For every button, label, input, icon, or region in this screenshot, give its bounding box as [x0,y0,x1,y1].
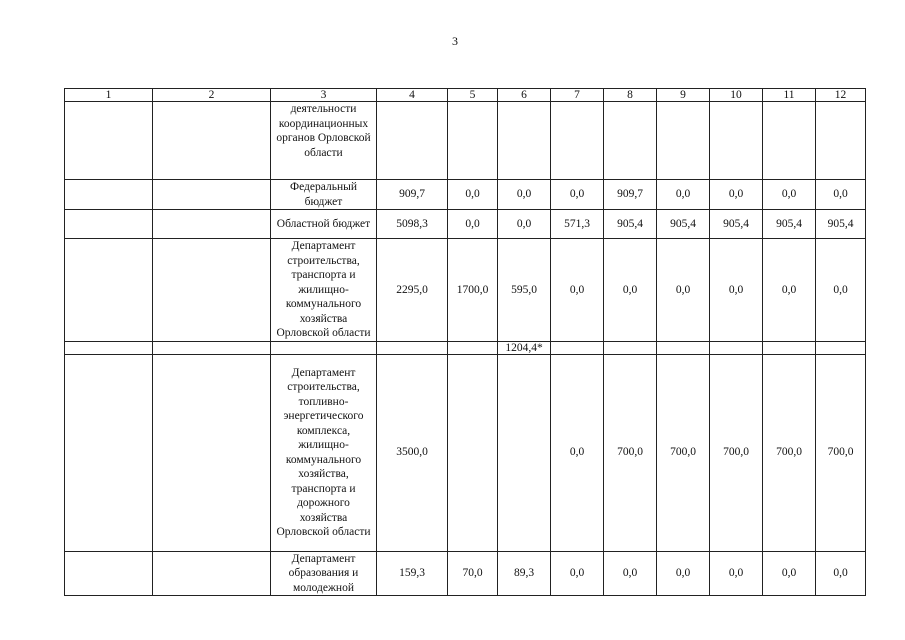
table-cell-value [657,102,710,180]
header-cell: 11 [763,89,816,102]
table-cell-value [710,341,763,354]
table-header-row [65,89,866,102]
table-cell-value [604,102,657,180]
table-cell-value: 0,0 [551,180,604,210]
table-cell-value: 571,3 [551,210,604,239]
table-cell-value: 0,0 [604,551,657,596]
table-row [65,341,866,354]
table-cell-value: 700,0 [710,354,763,551]
table-cell-value: 0,0 [657,551,710,596]
table-cell [65,102,153,180]
table-cell-value: 595,0 [498,239,551,342]
table-cell-value: 3500,0 [377,354,448,551]
header-cell: 6 [498,89,551,102]
table-cell [65,354,153,551]
table-cell-value [816,341,866,354]
table-cell-value: 0,0 [763,180,816,210]
table-cell-value: 0,0 [657,180,710,210]
table-cell-value: 700,0 [657,354,710,551]
table-cell-value: 905,4 [763,210,816,239]
header-cell: 7 [551,89,604,102]
table-cell-value: 0,0 [763,551,816,596]
table-cell-value [551,341,604,354]
table-row [65,210,866,239]
table-cell [153,354,271,551]
table-cell-value [448,102,498,180]
table-cell [65,210,153,239]
table-cell [153,102,271,180]
table-cell-description: Областной бюджет [271,210,377,239]
table-cell-value [657,341,710,354]
header-cell: 2 [153,89,271,102]
table-cell-value: 0,0 [657,239,710,342]
table-cell-value: 905,4 [604,210,657,239]
table-cell [65,239,153,342]
table-cell-value: 0,0 [604,239,657,342]
table-cell-value: 0,0 [710,239,763,342]
table-cell-value: 0,0 [448,180,498,210]
table-cell-description: Департамент строительства, транспорта и жилищно-коммунального хозяйства Орловской области [271,239,377,342]
table-cell-value [377,102,448,180]
table-cell [153,551,271,596]
table-cell [65,180,153,210]
table-cell-value: 89,3 [498,551,551,596]
header-cell: 9 [657,89,710,102]
table-row [65,551,866,596]
table-cell-value [604,341,657,354]
table-cell-value [551,102,604,180]
table-cell-value: 700,0 [763,354,816,551]
table-cell [153,210,271,239]
table-cell-description: деятельности координационных органов Орловской области [271,102,377,180]
table-cell-value: 0,0 [551,551,604,596]
table-cell-value [448,341,498,354]
table-cell [153,239,271,342]
table-cell-value: 0,0 [763,239,816,342]
header-cell: 12 [816,89,866,102]
table-cell-value: 0,0 [816,239,866,342]
table-cell-description: Департамент образования и молодежной [271,551,377,596]
table-row [65,354,866,551]
table-cell-value: 0,0 [448,210,498,239]
table-cell [65,551,153,596]
table-cell-value: 70,0 [448,551,498,596]
header-cell: 10 [710,89,763,102]
table-cell-value: 2295,0 [377,239,448,342]
table-cell [153,341,271,354]
table-cell-value: 0,0 [816,551,866,596]
table-cell-value: 5098,3 [377,210,448,239]
table-cell-description: Департамент строительства, топливно-энергетического комплекса, жилищно-коммунального хозяйства, транспорта и дорожного хозяйства Орловской области [271,354,377,551]
table-cell [153,180,271,210]
table-cell-value: 0,0 [816,180,866,210]
table-cell-value: 0,0 [551,354,604,551]
table-cell-value: 905,4 [657,210,710,239]
header-cell: 4 [377,89,448,102]
table-cell-value: 159,3 [377,551,448,596]
table-cell-value: 0,0 [498,180,551,210]
page-number: 3 [452,34,458,48]
table-row [65,102,866,180]
table-cell-value: 909,7 [604,180,657,210]
table-cell-value: 0,0 [710,180,763,210]
table-cell-value: 905,4 [816,210,866,239]
table-cell-value: 909,7 [377,180,448,210]
table-cell-value: 1700,0 [448,239,498,342]
budget-table [64,88,866,596]
table-cell-description [271,341,377,354]
table-cell-value [816,102,866,180]
table-cell-value: 905,4 [710,210,763,239]
table-cell [65,341,153,354]
header-cell: 3 [271,89,377,102]
table-cell-value [763,102,816,180]
header-cell: 8 [604,89,657,102]
table-cell-value [498,354,551,551]
table-cell-description: Федеральный бюджет [271,180,377,210]
table-cell-value [448,354,498,551]
table-cell-value [763,341,816,354]
table-cell-value: 1204,4* [498,341,551,354]
table-row [65,239,866,342]
table-cell-value [377,341,448,354]
table-cell-value: 700,0 [604,354,657,551]
table-row [65,180,866,210]
table-cell-value: 0,0 [551,239,604,342]
table-cell-value: 700,0 [816,354,866,551]
table-cell-value: 0,0 [710,551,763,596]
header-cell: 1 [65,89,153,102]
table-cell-value [710,102,763,180]
table-cell-value: 0,0 [498,210,551,239]
header-cell: 5 [448,89,498,102]
table-cell-value [498,102,551,180]
